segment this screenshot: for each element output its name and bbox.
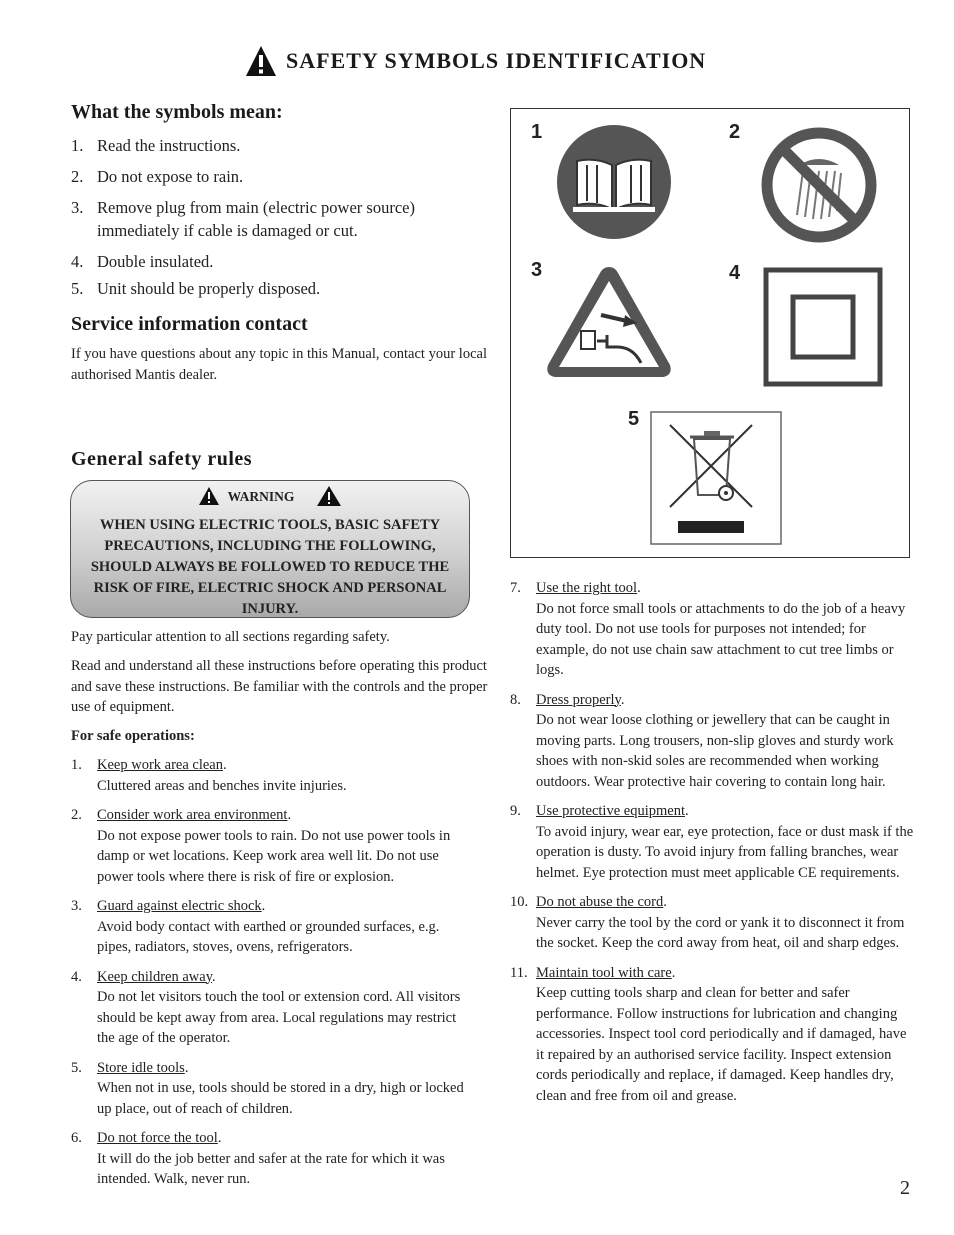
safety-rule-item: 5. Store idle tools. When not in use, tools should be stored in a dry, high or locked up place, out of reach of children. (71, 1058, 471, 1120)
symbols-figure (510, 108, 910, 558)
rule-text: Keep cutting tools sharp and clean for better and safer performance. Follow instructions for lubrication and changing accessories. Inspect tool cord periodically and if damaged, have it repaired by an authorised service facility. Inspect extension cords periodically and replace, if damaged. Keep handles dry, clean and free from oil and grease. (536, 985, 907, 1104)
rule-title: Keep work area clean (97, 757, 223, 773)
rule-text: Do not expose power tools to rain. Do not use power tools in damp or wet locations. Keep work area well lit. Do not use power tools where there is risk of fire or explosion. (97, 827, 451, 885)
rule-number: 2. (71, 807, 82, 823)
rule-title: Store idle tools (97, 1059, 185, 1076)
rules-list-left (71, 755, 471, 1199)
rule-text: When not in use, tools should be stored in a dry, high or locked up place, out of reach of children. (97, 1080, 464, 1117)
rule-title: Use protective equipment (536, 803, 685, 819)
symbol-number: 5 (628, 408, 640, 430)
item-number: 2. (71, 167, 84, 186)
rule-title: Do not abuse the cord (536, 894, 664, 910)
double-insulated-icon (763, 267, 883, 387)
symbols-list (71, 134, 491, 308)
safety-rule-item: 6. Do not force the tool. It will do the job better and safer at the rate for which it was intended. Walk, never run. (71, 1128, 471, 1190)
safety-rule-item: 9. Use protective equipment. To avoid injury, wear ear, eye protection, face or dust mask if the operation is dusty. To avoid injury from falling branches, wear helmet. Eye protection must meet applicable CE requirements. (510, 801, 915, 883)
symbol-number: 1 (531, 121, 543, 143)
rule-number: 4. (71, 968, 82, 985)
no-rain-icon (759, 125, 879, 245)
service-heading: Service information contact (71, 313, 308, 335)
symbol-number: 4 (729, 262, 741, 284)
symbol-meaning-item (71, 196, 491, 242)
item-text: Double insulated. (97, 252, 214, 271)
safe-ops-label: For safe operations: (71, 728, 195, 744)
symbols-heading: What the symbols mean: (71, 101, 283, 123)
rule-title: Keep children away (97, 968, 213, 985)
item-number: 5. (71, 279, 84, 298)
item-text: Read the instructions. (97, 136, 241, 155)
safety-rule-item: 7. Use the right tool. Do not force small tools or attachments to do the job of a heavy duty tool. Do not use tools for purposes not intended; for example, do not use chain saw attachment to cut tree limbs or logs. (510, 578, 915, 681)
unplug-warning-icon (543, 263, 675, 381)
rule-text: Never carry the tool by the cord or yank it to disconnect it from the socket. Keep the cord away from heat, oil and sharp edges. (536, 914, 905, 951)
rule-number: 10. (510, 894, 529, 910)
safety-rule-item: 10. Do not abuse the cord. Never carry the tool by the cord or yank it to disconnect it from the socket. Keep the cord away from heat, oil and sharp edges. (510, 892, 915, 954)
rule-text: Do not wear loose clothing or jewellery that can be caught in moving parts. Long trousers, non-slip gloves and sturdy work shoes with non-skid soles are recommended when working outdoors. Wear protective hair covering to contain long hair. (536, 712, 894, 790)
warning-triangle-icon (316, 485, 342, 507)
page-header (244, 44, 706, 78)
symbol-meaning-item (71, 250, 491, 273)
rules-list-right (510, 578, 915, 1115)
rule-title: Consider work area environment (97, 807, 288, 823)
rule-text: Avoid body contact with earthed or grounded surfaces, e.g. pipes, radiators, stoves, ovens, refrigerators. (97, 918, 440, 955)
symbol-number: 2 (729, 121, 741, 143)
rule-title: Do not force the tool (97, 1130, 218, 1146)
rule-number: 7. (510, 580, 521, 596)
safety-rule-item: 3. Guard against electric shock. Avoid body contact with earthed or grounded surfaces, e.g. pipes, radiators, stoves, ovens, refrigerators. (71, 896, 471, 958)
item-text: Do not expose to rain. (97, 167, 244, 186)
safety-rule-item: 11. Maintain tool with care. Keep cutting tools sharp and clean for better and safer performance. Follow instructions for lubrication and changing accessories. Inspect tool cord periodically and if damaged, have it repaired by an authorised service facility. Inspect extension cords periodically and replace, if damaged. Keep handles dry, clean and free from oil and grease. (510, 963, 915, 1107)
safety-rule-item: 2. Consider work area environment. Do not expose power tools to rain. Do not use power tools in damp or wet locations. Keep work area well lit. Do not use power tools where there is risk of fire or explosion. (71, 805, 471, 887)
rule-text: Do not force small tools or attachments to do the job of a heavy duty tool. Do not use tools for purposes not intended; for example, do not use chain saw attachment to cut tree limbs or logs. (536, 600, 906, 678)
warning-triangle-icon (198, 486, 220, 506)
warning-label: WARNING (227, 488, 295, 504)
rule-number: 9. (510, 803, 521, 819)
safety-rule-item: 4. Keep children away. Do not let visitors touch the tool or extension cord. All visitors should be kept away from area. Local regulations may restrict the age of the operator. (71, 967, 471, 1049)
safety-rule-item: 1. Keep work area clean. Cluttered areas and benches invite injuries. (71, 755, 471, 796)
safety-rule-item: 8. Dress properly. Do not wear loose clothing or jewellery that can be caught in moving parts. Long trousers, non-slip gloves and sturdy work shoes with non-skid soles are recommended when working outdoors. Wear protective hair covering to contain long hair. (510, 690, 915, 793)
rule-number: 1. (71, 757, 82, 773)
item-text: Unit should be properly disposed. (97, 279, 321, 298)
item-number: 3. (71, 198, 84, 217)
symbol-meaning-item (71, 134, 491, 157)
symbol-meaning-item (71, 165, 491, 188)
warning-box (70, 480, 470, 618)
rule-number: 8. (510, 691, 521, 708)
warning-triangle-icon (244, 44, 278, 78)
item-number: 1. (71, 136, 84, 155)
rule-title: Guard against electric shock (97, 898, 262, 914)
service-text: If you have questions about any topic in this Manual, contact your local authorised Mantis dealer. (71, 346, 487, 383)
rule-text: Cluttered areas and benches invite injuries. (97, 777, 347, 794)
symbol-meaning-item (71, 277, 491, 300)
rule-number: 11. (510, 964, 528, 981)
item-text: Remove plug from main (electric power source) immediately if cable is damaged or cut. (97, 198, 415, 240)
rule-title: Dress properly (536, 691, 621, 708)
warning-text: WHEN USING ELECTRIC TOOLS, BASIC SAFETY PRECAUTIONS, INCLUDING THE FOLLOWING, SHOULD ALWAYS BE FOLLOWED TO REDUCE THE RISK OF FIRE, ELECTRIC SHOCK AND PERSONAL INJURY. (90, 517, 450, 617)
rule-title: Use the right tool (536, 580, 638, 596)
rule-number: 3. (71, 898, 82, 914)
page-number: 2 (900, 1177, 910, 1199)
rule-text: Do not let visitors touch the tool or extension cord. All visitors should be kept away from area. Local regulations may restrict the age of the operator. (97, 989, 461, 1046)
page-title: SAFETY SYMBOLS IDENTIFICATION (286, 48, 707, 73)
rule-text: To avoid injury, wear ear, eye protection, face or dust mask if the operation is dusty. To avoid injury from falling branches, wear helmet. Eye protection must meet applicable CE requirements. (536, 823, 914, 881)
attention-text: Pay particular attention to all sections regarding safety. (71, 629, 390, 645)
general-heading: General safety rules (71, 448, 253, 470)
rule-text: It will do the job better and safer at the rate for which it was intended. Walk, never run. (97, 1150, 445, 1187)
read-instructions-icon (555, 123, 673, 241)
read-instructions-text: Read and understand all these instructions before operating this product and save these instructions. Be familiar with the controls and the proper use of equipment. (71, 658, 488, 715)
rule-title: Maintain tool with care (536, 964, 672, 981)
weee-disposal-icon (650, 411, 782, 545)
rule-number: 6. (71, 1130, 82, 1146)
rule-number: 5. (71, 1059, 82, 1076)
symbol-number: 3 (531, 259, 543, 281)
item-number: 4. (71, 252, 84, 271)
